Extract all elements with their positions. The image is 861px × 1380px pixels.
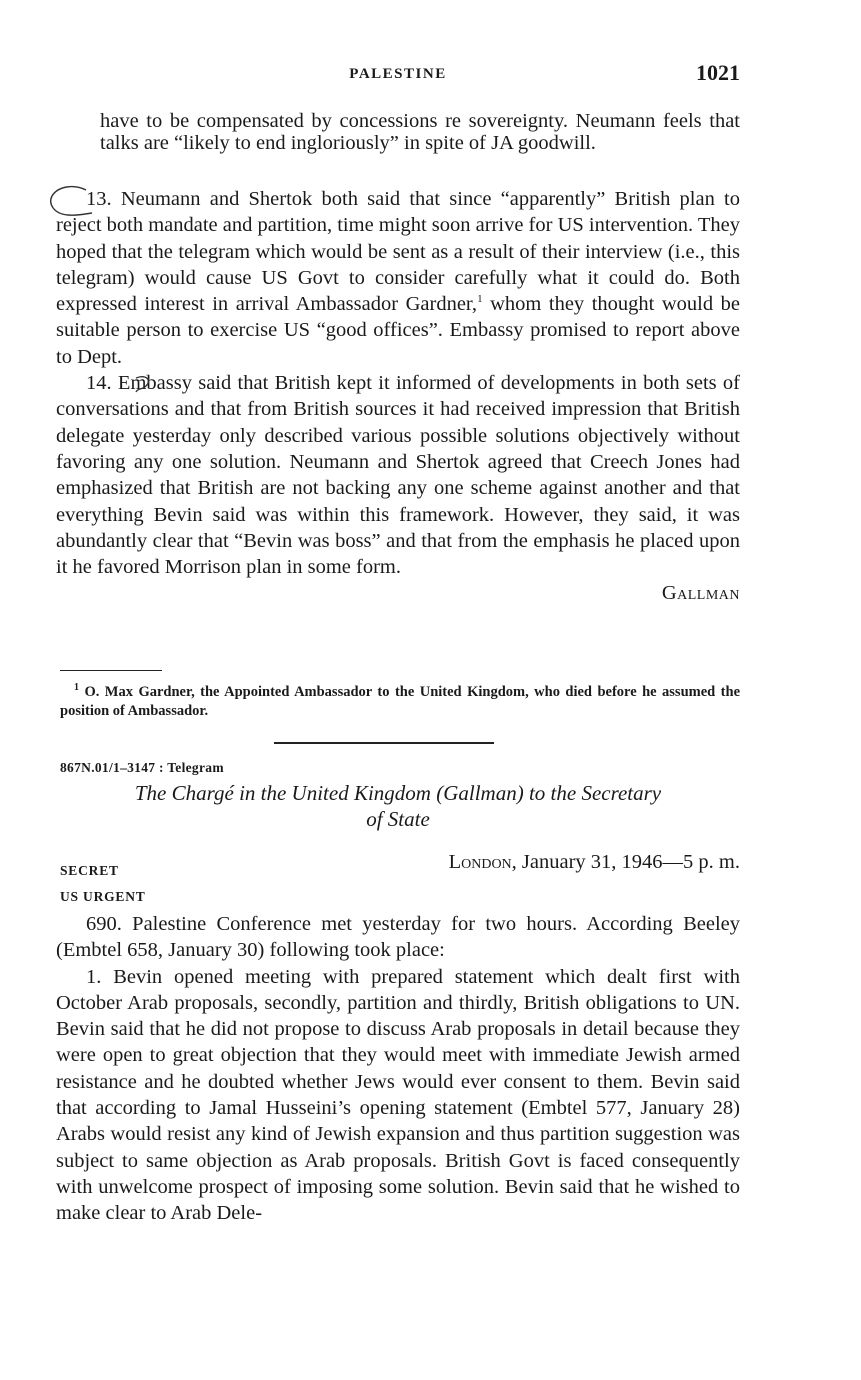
section-divider (274, 742, 494, 744)
document-title-line-2: of State (366, 807, 430, 831)
file-reference: 867N.01/1–3147 : Telegram (60, 760, 224, 775)
classification-secret: SECRET (60, 863, 119, 878)
dateline-place: London (448, 851, 512, 873)
paragraph-690: 690. Palestine Conference met yesterday for two hours. According Beeley (Embtel 658, January 30) following took place: (56, 913, 740, 962)
document-title-line-1: The Chargé in the United Kingdom (Gallman) to the Secretary (134, 781, 662, 805)
document-title (56, 780, 740, 832)
classification-urgent: US URGENT (60, 889, 146, 904)
signature-gallman: Gallman (661, 582, 740, 605)
footnote (60, 678, 740, 721)
footnote-reference[interactable]: 1 (477, 293, 483, 306)
paragraph-13-text-b: whom they thought would be suitable person to exercise US “good offices”. Embassy promised to report above to Dept. (56, 293, 740, 368)
continued-paragraph-block (56, 110, 740, 154)
page-header (56, 60, 740, 94)
continued-paragraph: have to be compensated by concessions re sovereignty. Neumann feels that talks are “likely to end ingloriously” in spite of JA goodwill. (100, 110, 740, 154)
paragraph-13-text-a: 13. Neumann and Shertok both said that since “apparently” British plan to reject both mandate and partition, time might soon arrive for US intervention. They hoped that the telegram which would be sent as a result of their interview (i.e., this telegram) would cause US Govt to consider carefully what it could do. Both expressed interest in arrival Ambassador Gardner, (56, 188, 740, 316)
dateline (449, 851, 740, 874)
dateline-date: , January 31, 1946—5 p. m. (511, 851, 740, 873)
page-number: 1021 (696, 60, 740, 85)
paragraph-1: 1. Bevin opened meeting with prepared statement which dealt first with October Arab proposals, secondly, partition and thirdly, British obligations to UN. Bevin said that he did not propose to discuss Arab proposals in detail because they were open to great objection that they would meet with immediate Jewish armed resistance and he doubted whether Jews would ever consent to them. Bevin said that according to Jamal Husseini’s opening statement (Embtel 577, January 28) Arabs would resist any kind of Jewish expansion and thus partition suggestion was subject to same objection as Arab proposals. British Govt is faced consequently with unwelcome prospect of imposing some solution. Bevin said that he wished to make clear to Arab Dele- (56, 965, 740, 1225)
classification-block (60, 858, 146, 910)
running-head: PALESTINE (349, 66, 447, 82)
paragraphs-13-14-block (56, 186, 740, 607)
telegram-body (56, 911, 740, 1227)
footnote-mark: 1 (74, 682, 79, 693)
paragraph-14: 14. Embassy said that British kept it informed of developments in both sets of conversations and that from British sources it had received impression that British delegate yesterday only described various possible solutions objectively without favoring any one solution. Neumann and Shertok agreed that Creech Jones had emphasized that British are not backing any one scheme against another and that everything Bevin said was within this framework. However, they said, it was abundantly clear that “Bevin was boss” and that from the emphasis he placed upon it he favored Morrison plan in some form. (56, 372, 740, 579)
paragraph-13 (56, 186, 740, 370)
footnote-rule (60, 670, 162, 671)
footnote-text: O. Max Gardner, the Appointed Ambassador to the United Kingdom, who died before he assumed the position of Ambassador. (60, 683, 740, 719)
